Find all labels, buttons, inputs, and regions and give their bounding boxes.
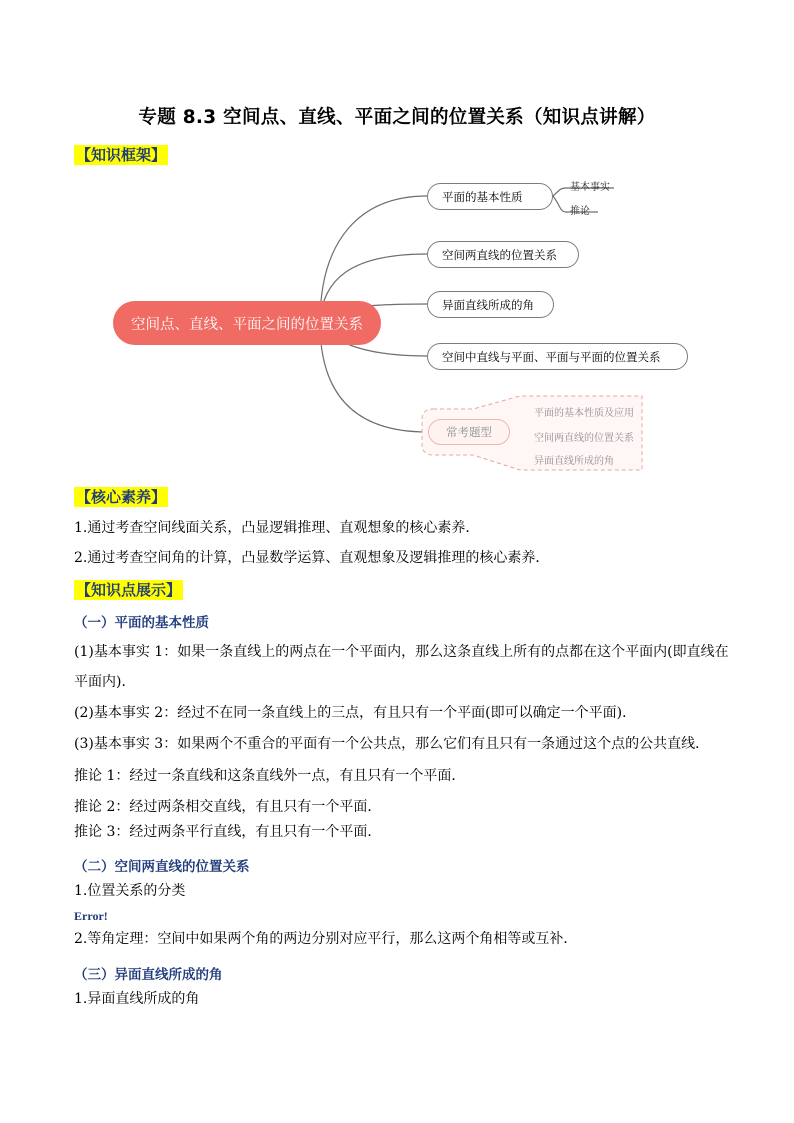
page-title: 专题 8.3 空间点、直线、平面之间的位置关系（知识点讲解） bbox=[138, 107, 656, 128]
heading-part2: （二）空间两直线的位置关系 bbox=[74, 859, 250, 875]
mindmap-branch-skew: 异面直线所成的角 bbox=[427, 291, 554, 318]
text-line: 推论 2：经过两条相交直线，有且只有一个平面． bbox=[74, 799, 382, 815]
mindmap-root: 空间点、直线、平面之间的位置关系 bbox=[113, 301, 381, 345]
text-line: 1.异面直线所成的角 bbox=[74, 991, 200, 1007]
text-line: 平面内)． bbox=[74, 674, 136, 690]
mindmap-common-item: 平面的基本性质及应用 bbox=[534, 408, 634, 419]
core-item: 1.通过考查空间线面关系，凸显逻辑推理、直观想象的核心素养． bbox=[74, 520, 480, 536]
core-item: 2.通过考查空间角的计算，凸显数学运算、直观想象及逻辑推理的核心素养． bbox=[74, 550, 550, 566]
mindmap-common-item: 异面直线所成的角 bbox=[534, 456, 614, 467]
mindmap-common-item: 空间两直线的位置关系 bbox=[534, 433, 634, 444]
mindmap-branch-planes: 空间中直线与平面、平面与平面的位置关系 bbox=[427, 343, 688, 370]
section-tag-framework: 【知识框架】 bbox=[76, 146, 167, 164]
text-line: (3)基本事实 3：如果两个不重合的平面有一个公共点，那么它们有且只有一条通过这个点的公共直线． bbox=[74, 736, 710, 752]
section-tag-display: 【知识点展示】 bbox=[76, 581, 182, 599]
mindmap-leaf-corollary: 推论 bbox=[570, 206, 590, 217]
text-line: 推论 3：经过两条平行直线，有且只有一个平面． bbox=[74, 824, 382, 840]
mindmap-common-label: 常考题型 bbox=[428, 419, 510, 445]
heading-part3: （三）异面直线所成的角 bbox=[74, 967, 223, 983]
section-tag-core: 【核心素养】 bbox=[76, 488, 167, 506]
text-line: 2.等角定理：空间中如果两个角的两边分别对应平行，那么这两个角相等或互补． bbox=[74, 931, 578, 947]
text-line: (1)基本事实 1：如果一条直线上的两点在一个平面内，那么这条直线上所有的点都在这个平面内(即直线在 bbox=[74, 644, 729, 660]
text-line: 推论 1：经过一条直线和这条直线外一点，有且只有一个平面． bbox=[74, 768, 466, 784]
text-line: (2)基本事实 2：经过不在同一条直线上的三点，有且只有一个平面(即可以确定一个平面)． bbox=[74, 705, 637, 721]
mindmap-branch-lines: 空间两直线的位置关系 bbox=[427, 241, 579, 268]
mindmap-leaf-basic: 基本事实 bbox=[570, 182, 610, 193]
mindmap-connectors bbox=[0, 0, 794, 480]
error-text: Error! bbox=[74, 909, 108, 923]
mindmap-branch-plane: 平面的基本性质 bbox=[427, 183, 553, 210]
text-line: 1.位置关系的分类 bbox=[74, 883, 186, 899]
heading-part1: （一）平面的基本性质 bbox=[74, 615, 209, 631]
